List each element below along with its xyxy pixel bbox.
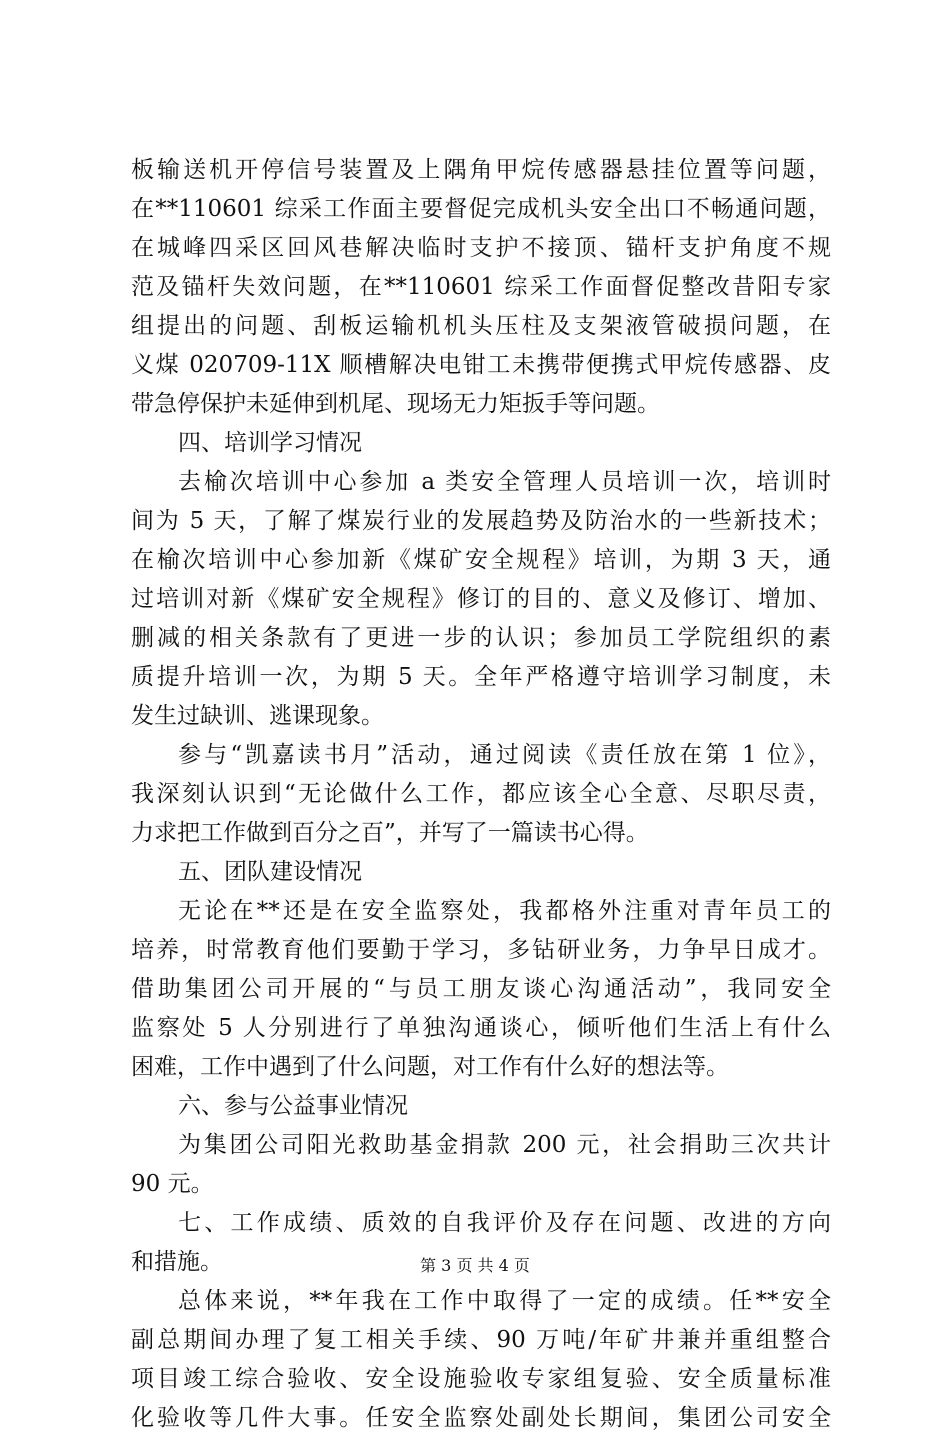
text-line: 范及锚杆失效问题，在**110601 综采工作面督促整改昔阳专家: [131, 274, 831, 300]
page-number: 第 3 页 共 4 页: [420, 1256, 530, 1275]
paragraph-start: 去榆次培训中心参加 a 类安全管理人员培训一次，培训时: [178, 469, 831, 495]
text-line: 组提出的问题、刮板运输机机头压柱及支架液管破损问题，在: [131, 313, 831, 339]
text-line: 间为 5 天，了解了煤炭行业的发展趋势及防治水的一些新技术；: [131, 508, 831, 534]
section-heading: 四、培训学习情况: [178, 430, 362, 456]
text-line: 项目竣工综合验收、安全设施验收专家组复验、安全质量标准: [131, 1366, 831, 1392]
text-line: 力求把工作做到百分之百”，并写了一篇读书心得。: [131, 820, 649, 846]
text-line: 删减的相关条款有了更进一步的认识；参加员工学院组织的素: [131, 625, 831, 651]
text-line: 在榆次培训中心参加新《煤矿安全规程》培训，为期 3 天，通: [131, 547, 831, 573]
text-line: 发生过缺训、逃课现象。: [131, 703, 384, 729]
text-line: 借助集团公司开展的“与员工朋友谈心沟通活动”，我同安全: [131, 976, 831, 1002]
paragraph-start: 无论在**还是在安全监察处，我都格外注重对青年员工的: [178, 898, 831, 924]
text-line: 副总期间办理了复工相关手续、90 万吨/年矿井兼并重组整合: [131, 1327, 831, 1353]
paragraph-start: 总体来说，**年我在工作中取得了一定的成绩。任**安全: [178, 1288, 831, 1314]
text-line: 在城峰四采区回风巷解决临时支护不接顶、锚杆支护角度不规: [131, 235, 831, 261]
text-line: 在**110601 综采工作面主要督促完成机头安全出口不畅通问题，: [131, 196, 831, 222]
text-line: 板输送机开停信号装置及上隅角甲烷传感器悬挂位置等问题，: [131, 157, 831, 183]
page-footer: [0, 1256, 950, 1276]
text-line: 质提升培训一次，为期 5 天。全年严格遵守培训学习制度，未: [131, 664, 831, 690]
paragraph-start: 参与“凯嘉读书月”活动，通过阅读《责任放在第 1 位》，: [178, 742, 831, 768]
section-heading: 五、团队建设情况: [178, 859, 362, 885]
text-line: 我深刻认识到“无论做什么工作，都应该全心全意、尽职尽责，: [131, 781, 831, 807]
text-line: 带急停保护未延伸到机尾、现场无力矩扳手等问题。: [131, 391, 660, 417]
text-line: 义煤 020709-11X 顺槽解决电钳工未携带便携式甲烷传感器、皮: [131, 352, 831, 378]
text-line: 过培训对新《煤矿安全规程》修订的目的、意义及修订、增加、: [131, 586, 831, 612]
text-line: 监察处 5 人分别进行了单独沟通谈心，倾听他们生活上有什么: [131, 1015, 831, 1041]
text-line: 化验收等几件大事。任安全监察处副处长期间，集团公司安全: [131, 1405, 831, 1431]
section-heading: 六、参与公益事业情况: [178, 1093, 408, 1119]
text-line: 培养，时常教育他们要勤于学习，多钻研业务，力争早日成才。: [131, 937, 831, 963]
paragraph-start: 为集团公司阳光救助基金捐款 200 元，社会捐助三次共计: [178, 1132, 831, 1158]
text-line: 困难，工作中遇到了什么问题，对工作有什么好的想法等。: [131, 1054, 729, 1080]
text-line: 90 元。: [131, 1171, 214, 1197]
section-heading: 七、工作成绩、质效的自我评价及存在问题、改进的方向: [178, 1210, 831, 1236]
text-line: 和措施。: [131, 1249, 223, 1275]
